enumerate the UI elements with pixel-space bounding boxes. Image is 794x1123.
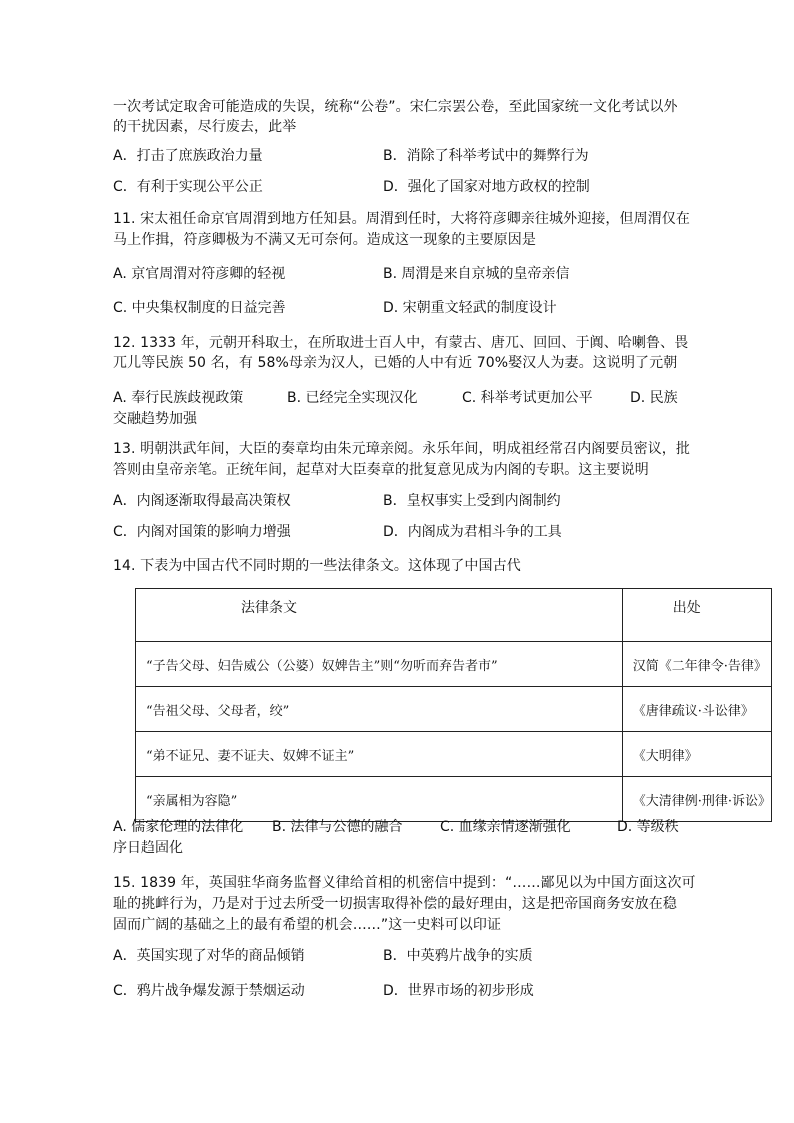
question-10-stem-line-2: 的干扰因素，尽行废去，此举 [113, 119, 297, 135]
question-11-stem-line-2: 马上作揖，符彦卿极为不满又无可奈何。造成这一现象的主要原因是 [113, 232, 536, 248]
question-15-stem-line-1: 15. 1839 年，英国驻华商务监督义律给首相的机密信中提到：“……鄙见以为中国方面这次可 [113, 875, 696, 891]
question-13-stem-line-2: 答则由皇帝亲笔。正统年间，起草对大臣奏章的批复意见成为内阁的专职。这主要说明 [113, 462, 649, 478]
question-15-option-d: D．世界市场的初步形成 [383, 983, 534, 999]
question-14-option-d: D. 等级秩 [617, 819, 679, 835]
question-12-stem-line-1: 12. 1333 年，元朝开科取士，在所取进士百人中，有蒙古、唐兀、回回、于阗、哈喇鲁、畏 [113, 335, 689, 351]
question-10-option-b: B．消除了科举考试中的舞弊行为 [383, 148, 589, 164]
table-header-cell: 法律条文 [136, 589, 623, 642]
question-13-option-d: D．内阁成为君相斗争的工具 [383, 524, 562, 540]
question-13-option-c: C．内阁对国策的影响力增强 [113, 524, 291, 540]
table-cell-source: 《大明律》 [622, 732, 771, 777]
table-cell-source: 《大清律例·刑律·诉讼》 [622, 777, 771, 822]
question-14-option-a: A. 儒家伦理的法律化 [113, 819, 244, 835]
question-10-stem-line-1: 一次考试定取舍可能造成的失误，统称“公卷”。宋仁宗罢公卷，至此国家统一文化考试以外 [113, 99, 678, 115]
question-15-option-c: C．鸦片战争爆发源于禁烟运动 [113, 983, 305, 999]
table-header-cell: 出处 [622, 589, 771, 642]
question-14-option-c: C. 血缘亲情逐渐强化 [440, 819, 571, 835]
question-10-option-a: A．打击了庶族政治力量 [113, 148, 263, 164]
table-cell-source: 《唐律疏议·斗讼律》 [622, 687, 771, 732]
question-13-stem-line-1: 13. 明朝洪武年间，大臣的奏章均由朱元璋亲阅。永乐年间，明成祖经常召内阁要员密议，批 [113, 441, 691, 457]
question-10-option-c: C．有利于实现公平公正 [113, 179, 263, 195]
table-header-row [136, 589, 772, 642]
question-11-option-b: B. 周渭是来自京城的皇帝亲信 [383, 266, 570, 282]
question-11-option-c: C. 中央集权制度的日益完善 [113, 300, 286, 316]
question-12-option-d: D. 民族 [630, 390, 678, 406]
question-11-option-a: A. 京官周渭对符彦卿的轻视 [113, 266, 286, 282]
table-cell-law: “告祖父母、父母者，绞” [136, 687, 623, 732]
question-14-option-d-continued: 序日趋固化 [113, 840, 183, 856]
question-15-stem-line-2: 耻的挑衅行为，乃是对于过去所受一切损害取得补偿的最好理由，这是把帝国商务安放在稳 [113, 896, 677, 912]
question-12-option-c: C. 科举考试更加公平 [462, 390, 593, 406]
question-12-option-a: A. 奉行民族歧视政策 [113, 390, 244, 406]
table-cell-law: “弟不证兄、妻不证夫、奴婢不证主” [136, 732, 623, 777]
question-13-option-a: A．内阁逐渐取得最高决策权 [113, 493, 291, 509]
table-cell-law: “子告父母、妇告威公（公婆）奴婢告主”则“勿听而弃告者市” [136, 642, 623, 687]
question-14-stem: 14. 下表为中国古代不同时期的一些法律条文。这体现了中国古代 [113, 558, 521, 574]
table-row [136, 687, 772, 732]
table-row [136, 732, 772, 777]
question-15-option-a: A．英国实现了对华的商品倾销 [113, 948, 305, 964]
table-cell-source: 汉简《二年律令·告律》 [622, 642, 771, 687]
question-11-stem-line-1: 11. 宋太祖任命京官周渭到地方任知县。周渭到任时，大将符彦卿亲往城外迎接，但周渭仅在 [113, 211, 691, 227]
table-row [136, 642, 772, 687]
law-table [135, 588, 772, 822]
question-10-option-d: D．强化了国家对地方政权的控制 [383, 179, 590, 195]
question-12-stem-line-2: 兀儿等民族 50 名，有 58%母亲为汉人，已婚的人中有近 70%娶汉人为妻。这说明了元朝 [113, 355, 678, 371]
question-13-option-b: B．皇权事实上受到内阁制约 [383, 493, 561, 509]
question-11-option-d: D. 宋朝重文轻武的制度设计 [383, 300, 557, 316]
question-15-option-b: B．中英鸦片战争的实质 [383, 948, 533, 964]
table-row [136, 777, 772, 822]
question-15-stem-line-3: 固而广阔的基础之上的最有希望的机会……”这一史料可以印证 [113, 917, 502, 933]
question-12-option-b: B. 已经完全实现汉化 [287, 390, 418, 406]
question-12-option-d-continued: 交融趋势加强 [113, 411, 197, 427]
table-cell-law: “亲属相为容隐” [136, 777, 623, 822]
question-14-option-b: B. 法律与公德的融合 [272, 819, 403, 835]
